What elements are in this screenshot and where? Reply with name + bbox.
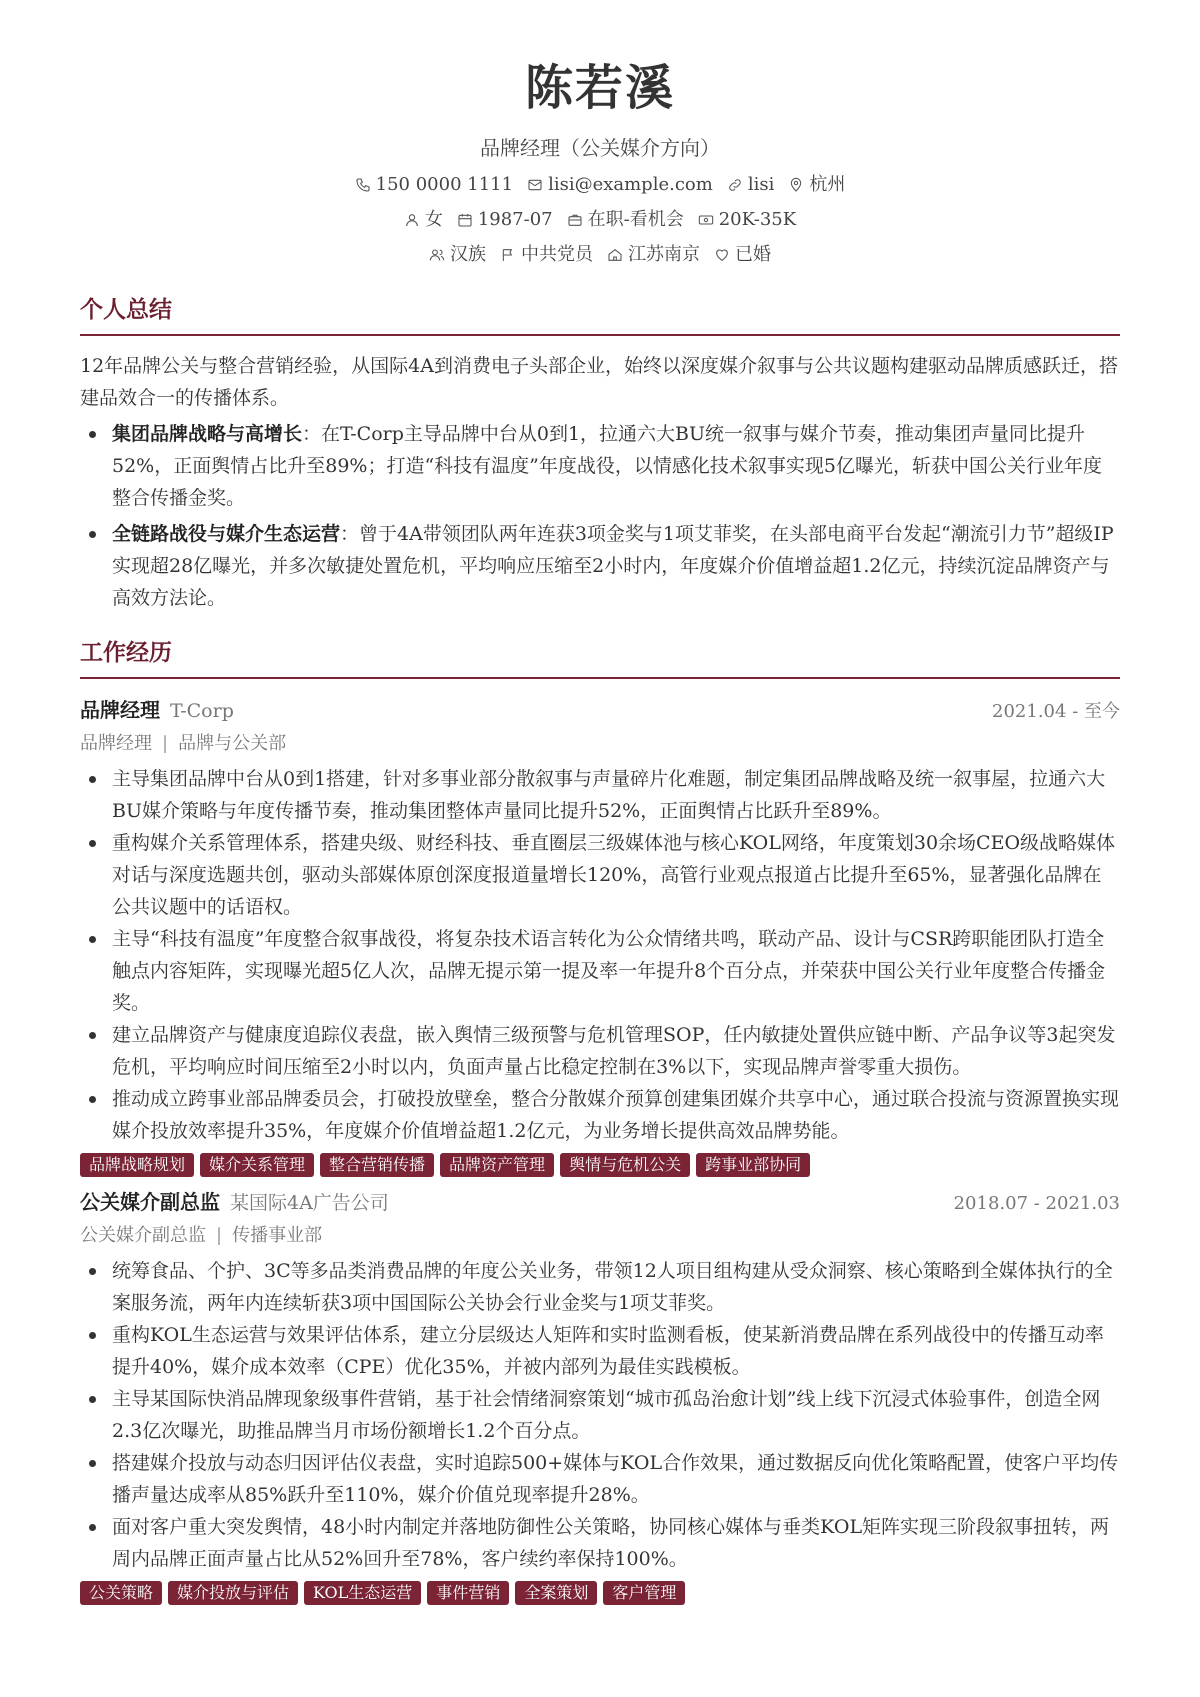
people-icon bbox=[429, 247, 445, 263]
summary-heading: 个人总结 bbox=[80, 293, 1120, 336]
summary-bullet-text: ：在T-Corp主导品牌中台从0到1，拉通六大BU统一叙事与媒介节奏，推动集团声量同比提升52%，正面舆情占比升至89%；打造“科技有温度”年度战役，以情感化技术叙事实现5亿曝光，斩获中国公关行业年度整合传播金奖。 bbox=[112, 423, 1102, 509]
location-item bbox=[788, 171, 845, 199]
skill-tag: 品牌战略规划 bbox=[80, 1153, 194, 1177]
work-heading: 工作经历 bbox=[80, 636, 1120, 679]
job-company: T-Corp bbox=[170, 700, 234, 722]
summary-bullet-text: ：曾于4A带领团队两年连获3项金奖与1项艾菲奖，在头部电商平台发起“潮流引力节”超级IP实现超28亿曝光，并多次敏捷处置危机，平均响应压缩至2小时内，年度媒介价值增益超1.2亿元，持续沉淀品牌资产与高效方法论。 bbox=[112, 523, 1114, 609]
link-item bbox=[727, 171, 775, 199]
gender-item bbox=[404, 206, 443, 234]
birth-item bbox=[457, 206, 553, 234]
marital-text: 已婚 bbox=[735, 244, 771, 265]
summary-section bbox=[80, 293, 1120, 614]
location-icon bbox=[788, 177, 804, 193]
skill-tag: 媒介投放与评估 bbox=[168, 1581, 298, 1605]
summary-bullet bbox=[80, 518, 1120, 614]
skill-tag: 事件营销 bbox=[427, 1581, 509, 1605]
job-bullet: 重构媒介关系管理体系，搭建央级、财经科技、垂直圈层三级媒体池与核心KOL网络，年度策划30余场CEO级战略媒体对话与深度选题共创，驱动头部媒体原创深度报道量增长120%，高管行业观点报道占比提升至65%，显著强化品牌在公共议题中的话语权。 bbox=[80, 827, 1120, 923]
email-text: lisi@example.com bbox=[548, 174, 713, 195]
email-item bbox=[527, 171, 713, 199]
salary-text: 20K-35K bbox=[718, 209, 797, 230]
job-bullet: 主导集团品牌中台从0到1搭建，针对多事业部分散叙事与声量碎片化难题，制定集团品牌战略及统一叙事屋，拉通六大BU媒介策略与年度传播节奏，推动集团整体声量同比提升52%，正面舆情占比跃升至89%。 bbox=[80, 763, 1120, 827]
user-icon bbox=[404, 212, 420, 228]
job-role: 公关媒介副总监 bbox=[80, 1190, 220, 1214]
separator: | bbox=[216, 1225, 223, 1246]
job-bullet: 统筹食品、个护、3C等多品类消费品牌的年度公关业务，带领12人项目组构建从受众洞察、核心策略到全媒体执行的全案服务流，两年内连续斩获3项中国国际公关协会行业金奖与1项艾菲奖。 bbox=[80, 1255, 1120, 1319]
status-item bbox=[567, 206, 684, 234]
location-text: 杭州 bbox=[809, 174, 846, 195]
job-header bbox=[80, 1187, 1120, 1219]
summary-bullets bbox=[80, 418, 1120, 614]
skill-tag: 整合营销传播 bbox=[320, 1153, 434, 1177]
job-bullet: 搭建媒介投放与动态归因评估仪表盘，实时追踪500+媒体与KOL合作效果，通过数据反向优化策略配置，使客户平均传播声量达成率从85%跃升至110%，媒介价值兑现率提升28%。 bbox=[80, 1447, 1120, 1511]
job-department: 品牌与公关部 bbox=[178, 733, 287, 754]
resume-header bbox=[80, 58, 1120, 269]
job-entry bbox=[80, 1187, 1120, 1605]
job-bullet: 面对客户重大突发舆情，48小时内制定并落地防御性公关策略，协同核心媒体与垂类KOL矩阵实现三阶段叙事扭转，两周内品牌正面声量占比从52%回升至78%，客户续约率保持100%。 bbox=[80, 1511, 1120, 1575]
summary-bullet bbox=[80, 418, 1120, 514]
personal-row bbox=[80, 206, 1120, 234]
phone-text: 150 0000 1111 bbox=[375, 174, 514, 195]
job-position: 公关媒介副总监 bbox=[80, 1225, 206, 1246]
job-bullet: 主导某国际快消品牌现象级事件营销，基于社会情绪洞察策划“城市孤岛治愈计划”线上线下沉浸式体验事件，创造全网2.3亿次曝光，助推品牌当月市场份额增长1.2个百分点。 bbox=[80, 1383, 1120, 1447]
skill-tag: 媒介关系管理 bbox=[200, 1153, 314, 1177]
mail-icon bbox=[527, 177, 543, 193]
job-subline bbox=[80, 729, 1120, 759]
link-text: lisi bbox=[747, 174, 775, 195]
job-bullet: 建立品牌资产与健康度追踪仪表盘，嵌入舆情三级预警与危机管理SOP，任内敏捷处置供应链中断、产品争议等3起突发危机，平均响应时间压缩至2小时以内，负面声量占比稳定控制在3%以下，实现品牌声誉零重大损伤。 bbox=[80, 1019, 1120, 1083]
work-section bbox=[80, 636, 1120, 1605]
briefcase-icon bbox=[567, 212, 583, 228]
calendar-icon bbox=[457, 212, 473, 228]
summary-intro: 12年品牌公关与整合营销经验，从国际4A到消费电子头部企业，始终以深度媒介叙事与公共议题构建驱动品牌质感跃迁，搭建品效合一的传播体系。 bbox=[80, 355, 1118, 409]
job-company: 某国际4A广告公司 bbox=[230, 1192, 389, 1214]
job-bullet: 推动成立跨事业部品牌委员会，打破投放壁垒，整合分散媒介预算创建集团媒介共享中心，通过联合投流与资源置换实现媒介投放效率提升35%，年度媒介价值增益超1.2亿元，为业务增长提供高效品牌势能。 bbox=[80, 1083, 1120, 1147]
salary-item bbox=[698, 206, 796, 234]
skill-tag: 全案策划 bbox=[515, 1581, 597, 1605]
skill-tag: 客户管理 bbox=[603, 1581, 685, 1605]
skill-tags bbox=[80, 1153, 1120, 1177]
birth-text: 1987-07 bbox=[477, 209, 553, 230]
job-bullet: 重构KOL生态运营与效果评估体系，建立分层级达人矩阵和实时监测看板，使某新消费品牌在系列战役中的传播互动率提升40%，媒介成本效率（CPE）优化35%，并被内部列为最佳实践模板。 bbox=[80, 1319, 1120, 1383]
hometown-text: 江苏南京 bbox=[628, 244, 700, 265]
summary-bullet-title: 全链路战役与媒介生态运营 bbox=[112, 523, 341, 545]
job-date: 2021.04 - 至今 bbox=[992, 701, 1120, 722]
political-item bbox=[500, 241, 593, 269]
hometown-item bbox=[607, 241, 700, 269]
skill-tag: 跨事业部协同 bbox=[696, 1153, 810, 1177]
gender-text: 女 bbox=[424, 209, 443, 230]
job-subline bbox=[80, 1221, 1120, 1251]
marital-item bbox=[714, 241, 771, 269]
target-position: 品牌经理（公关媒介方向） bbox=[480, 136, 720, 160]
job-date: 2018.07 - 2021.03 bbox=[953, 1193, 1120, 1214]
job-entry bbox=[80, 695, 1120, 1177]
status-text: 在职-看机会 bbox=[587, 209, 684, 230]
job-role: 品牌经理 bbox=[80, 698, 160, 722]
skill-tag: KOL生态运营 bbox=[304, 1581, 421, 1605]
summary-bullet-title: 集团品牌战略与高增长 bbox=[112, 423, 303, 445]
background-row bbox=[80, 241, 1120, 269]
political-text: 中共党员 bbox=[521, 244, 593, 265]
skill-tags bbox=[80, 1581, 1120, 1605]
phone-icon bbox=[355, 177, 371, 193]
home-icon bbox=[607, 247, 623, 263]
heart-icon bbox=[714, 247, 730, 263]
skill-tag: 公关策略 bbox=[80, 1581, 162, 1605]
phone-item bbox=[355, 171, 513, 199]
ethnicity-text: 汉族 bbox=[450, 244, 486, 265]
candidate-name: 陈若溪 bbox=[524, 60, 675, 116]
job-bullets bbox=[80, 1255, 1120, 1575]
link-icon bbox=[727, 177, 743, 193]
flag-icon bbox=[500, 247, 516, 263]
job-bullets bbox=[80, 763, 1120, 1147]
separator: | bbox=[162, 733, 169, 754]
money-icon bbox=[698, 212, 714, 228]
job-bullet: 主导“科技有温度”年度整合叙事战役，将复杂技术语言转化为公众情绪共鸣，联动产品、设计与CSR跨职能团队打造全触点内容矩阵，实现曝光超5亿人次，品牌无提示第一提及率一年提升8个百分点，并荣获中国公关行业年度整合传播金奖。 bbox=[80, 923, 1120, 1019]
job-department: 传播事业部 bbox=[232, 1225, 323, 1246]
ethnicity-item bbox=[429, 241, 486, 269]
job-position: 品牌经理 bbox=[80, 733, 152, 754]
contact-row bbox=[80, 171, 1120, 199]
skill-tag: 舆情与危机公关 bbox=[560, 1153, 690, 1177]
skill-tag: 品牌资产管理 bbox=[440, 1153, 554, 1177]
job-header bbox=[80, 695, 1120, 727]
